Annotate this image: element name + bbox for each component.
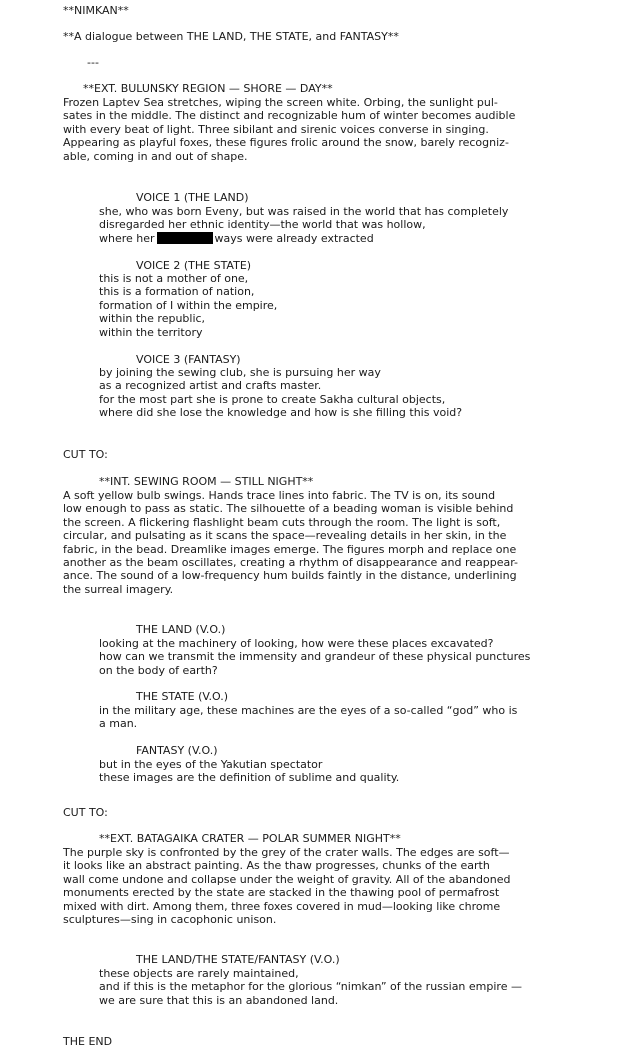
- dialogue-line: in the military age, these machines are the eyes of a so-called “god” who is: [99, 704, 518, 717]
- character-voice-2: VOICE 2 (THE STATE): [136, 259, 252, 272]
- dialogue-line: but in the eyes of the Yakutian spectator: [99, 758, 323, 771]
- dialogue-line: within the republic,: [99, 312, 206, 326]
- dialogue-line: as a recognized artist and crafts master.: [99, 379, 322, 393]
- dialogue-line: this is not a mother of one,: [99, 272, 249, 285]
- character-fantasy: FANTASY (V.O.): [136, 744, 218, 757]
- dialogue-line: formation of I within the empire,: [99, 298, 278, 312]
- character-the-land: THE LAND (V.O.): [136, 623, 226, 636]
- dialogue-the-land: [99, 637, 530, 677]
- scene-action-crater: [63, 846, 510, 926]
- dialogue-line-redacted: [99, 232, 508, 245]
- action-line: the screen. A flickering flashlight beam cuts through the room. The light is soft,: [63, 515, 501, 529]
- redacted-suffix: ways were already extracted: [214, 231, 374, 245]
- dialogue-line: for the most part she is prone to create Sakha cultural objects,: [99, 392, 446, 406]
- dialogue-line: on the body of earth?: [99, 663, 218, 677]
- action-line: another as the beam oscillates, creating a rhythm of disappearance and reappear-: [63, 556, 519, 570]
- dialogue-line: where did she lose the knowledge and how is she filling this void?: [99, 406, 463, 420]
- scene-action-shore: [63, 96, 515, 163]
- redacted-prefix: where her: [99, 231, 155, 245]
- action-line: able, coming in and out of shape.: [63, 149, 248, 163]
- section-separator: ---: [87, 56, 99, 69]
- action-line: A soft yellow bulb swings. Hands trace lines into fabric. The TV is on, its sound: [63, 489, 496, 502]
- dialogue-fantasy: [99, 758, 399, 785]
- dialogue-line: by joining the sewing club, she is pursuing her way: [99, 366, 381, 379]
- dialogue-line: we are sure that this is an abandoned land.: [99, 993, 339, 1007]
- action-line: Appearing as playful foxes, these figures frolic around the snow, barely recogniz-: [63, 136, 509, 150]
- character-voice-3: VOICE 3 (FANTASY): [136, 353, 241, 366]
- dialogue-chorus: [99, 967, 522, 1007]
- dialogue-line: these images are the definition of sublime and quality.: [99, 771, 400, 785]
- redaction-bar: [157, 232, 213, 244]
- dialogue-line: a man.: [99, 717, 138, 731]
- script-title: **NIMKAN**: [63, 4, 129, 17]
- character-chorus: THE LAND/THE STATE/FANTASY (V.O.): [136, 953, 340, 966]
- scene-heading-crater: **EXT. BATAGAIKA CRATER — POLAR SUMMER NIGHT**: [99, 832, 401, 845]
- scene-action-sewing-room: [63, 489, 518, 596]
- action-line: fabric, in the bead. Dreamlike images emerge. The figures morph and replace one: [63, 542, 517, 556]
- character-the-state: THE STATE (V.O.): [136, 690, 229, 703]
- action-line: The purple sky is confronted by the grey of the crater walls. The edges are soft—: [63, 846, 510, 859]
- action-line: monuments erected by the state are stacked in the thawing pool of permafrost: [63, 886, 500, 900]
- action-line: wall come undone and collapse under the weight of gravity. All of the abandoned: [63, 872, 511, 886]
- script-subtitle: **A dialogue between THE LAND, THE STATE, and FANTASY**: [63, 30, 399, 43]
- action-line: low enough to pass as static. The silhouette of a beading woman is visible behind: [63, 502, 514, 516]
- dialogue-line: these objects are rarely maintained,: [99, 967, 299, 980]
- scene-heading-shore: **EXT. BULUNSKY REGION — SHORE — DAY**: [83, 82, 333, 95]
- dialogue-voice-2: [99, 272, 277, 339]
- dialogue-line: looking at the machinery of looking, how were these places excavated?: [99, 637, 494, 650]
- character-voice-1: VOICE 1 (THE LAND): [136, 191, 249, 204]
- action-line: sates in the middle. The distinct and recognizable hum of winter becomes audible: [63, 109, 516, 123]
- action-line: the surreal imagery.: [63, 582, 174, 596]
- transition-cut-to: CUT TO:: [63, 448, 108, 461]
- dialogue-line: this is a formation of nation,: [99, 285, 255, 299]
- action-line: mixed with dirt. Among them, three foxes covered in mud—looking like chrome: [63, 899, 501, 913]
- transition-cut-to: CUT TO:: [63, 806, 108, 819]
- action-line: it looks like an abstract painting. As the thaw progresses, chunks of the earth: [63, 859, 490, 873]
- the-end: THE END: [63, 1035, 113, 1048]
- action-line: ance. The sound of a low-frequency hum builds faintly in the distance, underlining: [63, 569, 517, 583]
- dialogue-line: she, who was born Eveny, but was raised in the world that has completely: [99, 205, 509, 218]
- dialogue-line: how can we transmit the immensity and grandeur of these physical punctures: [99, 650, 531, 664]
- scene-heading-sewing-room: **INT. SEWING ROOM — STILL NIGHT**: [99, 475, 314, 488]
- dialogue-line: disregarded her ethnic identity—the world that was hollow,: [99, 218, 426, 232]
- action-line: with every beat of light. Three sibilant and sirenic voices converse in singing.: [63, 122, 489, 136]
- dialogue-voice-3: [99, 366, 462, 420]
- dialogue-the-state: [99, 704, 517, 731]
- dialogue-line: and if this is the metaphor for the glorious “nimkan” of the russian empire —: [99, 980, 522, 994]
- action-line: Frozen Laptev Sea stretches, wiping the screen white. Orbing, the sunlight pul-: [63, 96, 498, 109]
- dialogue-line: within the territory: [99, 325, 203, 339]
- dialogue-voice-1: [99, 205, 508, 245]
- action-line: sculptures—sing in cacophonic unison.: [63, 913, 277, 927]
- action-line: circular, and pulsating as it scans the space—revealing details in her skin, in the: [63, 529, 507, 543]
